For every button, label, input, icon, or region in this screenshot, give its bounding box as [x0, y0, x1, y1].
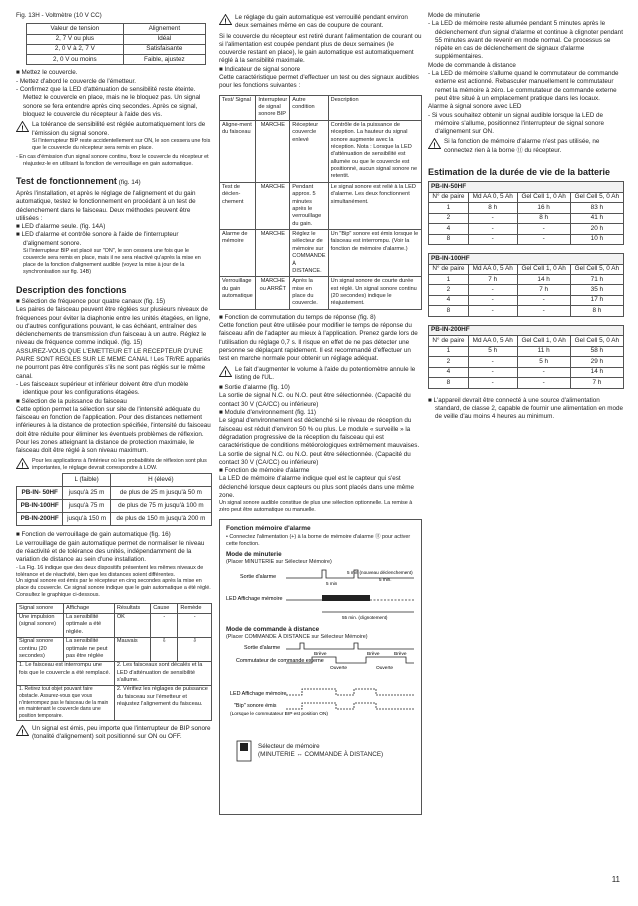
cell: 1: [429, 203, 469, 213]
header-cell: N° de paire: [429, 192, 469, 202]
bullet-text: ■ Indicateur de signal sonore: [219, 65, 301, 73]
cell: 83 h: [570, 203, 623, 213]
cell: -: [151, 613, 178, 637]
cell: 8 h: [570, 306, 623, 316]
label-breve: Brève: [314, 651, 327, 657]
cell: La sensibilité optimale ne peut pas être réglée: [64, 637, 115, 661]
cell: 1: [429, 275, 469, 285]
bullet-text: ■ Sortie d'alarme (fig. 10): [219, 384, 290, 392]
small-note: Un signal sonore audible constitue de plus une sélection optionnelle. La remise à zéro peut être automatique ou manuelle.: [219, 500, 413, 514]
cell: -: [517, 224, 570, 234]
cell: 2. Vérifiez les réglages de puissance du faisceau sur l'émetteur et réajustez l'alignement du faisceau.: [114, 685, 211, 720]
cell: 5 h: [517, 357, 570, 367]
header-cell: N° de paire: [429, 264, 469, 274]
warning-text: Le fait d'augmenter le volume à l'aide du potentiomètre annule le listing de l'UL.: [235, 365, 416, 381]
label-55min: 55 min. (clignotement): [342, 614, 388, 620]
cell: Pendant approx. 5 minutes après le verrouillage du gain.: [290, 182, 328, 229]
label-bip: "Bip" sonore émis: [234, 702, 277, 709]
paragraph: Cette option permet la sélection sur site de l'intensité adéquate du faisceau en fonction de l'application. Pour des distances nettement inférieures à la distance de protection spécifiée, l'intensité du faisceau doit être réduite pour éliminer les éventuels problèmes de réflexion. Pour les zones atteignant la distance de protection maximale, le faisceau doit être réglé à son niveau maximum.: [16, 405, 211, 455]
header-cell: Gel Cell 1, 0 Ah: [517, 192, 570, 202]
cell: 8: [429, 378, 469, 388]
cell: Contrôle de la puissance de réception. La hauteur du signal sonore augmente avec la réception. Nota : Lorsque la LED d'atténuation de sensibilité est allumée ou que le couvercle est positionné, aucun signal sonore ne retentit.: [328, 120, 421, 182]
cell: Mauvais: [114, 637, 150, 661]
box-heading: Mode de minuterie: [226, 550, 282, 558]
volt-cell: 2, 7 V ou plus: [27, 34, 124, 44]
cell: Le signal sonore est relié à la LED d'alarme. Les deux fonctionnent simultanément.: [328, 182, 421, 229]
cell: -: [517, 367, 570, 377]
warning-small-text: Si l'interrupteur BIP reste accidentellement sur ON, le son cessera une fois que le couvercle du récepteur sera remis en place.: [32, 137, 211, 151]
warning-icon: [16, 458, 29, 469]
cell: Une impulsion (signal sonore): [17, 613, 64, 637]
remote-mode-timing-diagram: [226, 641, 416, 736]
beep-function-table: [219, 95, 422, 310]
label-breve: Brève: [367, 651, 380, 657]
cell: 17 h: [570, 295, 623, 305]
warning-text: Le réglage du gain automatique est verrouillé pendant environ deux semaines même en cas de coupure de courant.: [235, 14, 408, 30]
label-led-affichage: LED Affichage mémoire: [226, 595, 283, 602]
subheading: Mode de commande à distance: [428, 61, 516, 69]
cell: Résultats: [114, 604, 150, 613]
cell: Signal sonore continu (20 secondes): [17, 637, 64, 661]
label-ouverte: Ouverte: [330, 665, 348, 671]
high-cell: de plus de 75 m jusqu'à 100 m: [110, 500, 211, 513]
cell: 2: [429, 285, 469, 295]
paragraph: Cette fonction peut être utilisée pour modifier le temps de réponse du faisceau afin de l'adapter au mieux à l'application. Prenez garde lors de l'utilisation du réglage 0,7 s. Il risque en effet de ne pas détecter une personne se déplaçant rapidement. Il est recommandé d'effectuer un test en marche normale pour obtenir un réglage adéquat.: [219, 322, 418, 363]
svg-text:!: !: [224, 18, 227, 25]
label-commutateur: Commutateur de commande externe: [236, 657, 324, 664]
battery-table-50hf: [428, 181, 624, 245]
paragraph: Les paires de faisceau peuvent être réglées sur plusieurs niveaux de fréquences pour éviter la diaphonie entre les unités étagées, en ligne, ou d'autres configurations pouvant, le cas échéant, entraîner des déclenchements de transmission d'un faisceau à un autre. Réglez le niveau de fréquence comme indiqué. (fig. 15): [16, 306, 211, 347]
table-title: PB-IN-200HF: [429, 325, 624, 335]
bullet-text: ■ Fonction de mémoire d'alarme: [219, 467, 310, 475]
warning-text: Un signal est émis, peu importe que l'interrupteur de BIP sonore (tonalité d'alignement) soit positionné sur ON ou OFF.: [32, 724, 211, 741]
cell: MARCHE: [256, 230, 290, 277]
dash-text: - Les faisceaux supérieur et inférieur doivent être d'un modèle identique pour les configurations étagées.: [16, 380, 189, 397]
cell: -: [468, 357, 517, 367]
section-heading-test: [16, 176, 212, 186]
dash-text: - La LED de mémoire reste allumée pendant 5 minutes après le déclenchement d'un signal d'alarme et continue à clignoter pendant 55 minutes avant de revenir en mode normal. Ce processus se répète en cas de déclenchement de signaux d'alarme supplémentaires.: [428, 20, 623, 61]
model-cell: PB-IN-100HF: [17, 500, 63, 513]
cell: 29 h: [570, 357, 623, 367]
cell: -: [468, 234, 517, 244]
cell: MARCHE: [256, 182, 290, 229]
right-column: [428, 12, 624, 421]
header-cell: Md AA 0, 5 Ah: [468, 336, 517, 346]
model-cell: PB-IN- 50HF: [17, 487, 63, 500]
header-cell: Gel Cell 5, 0 Ah: [570, 192, 623, 202]
header-cell: Md AA 0, 5 Ah: [468, 192, 517, 202]
small-note: Si l'interrupteur BIP est placé sur "ON", le son cessera une fois que le couvercle sera remis en place, mais il ne sera réactivé qu'après la mise en place de la fonction d'alignement audible (voyez la mise à jour de la synchronisation sur fig. 14B): [23, 248, 201, 275]
cell: -: [468, 213, 517, 223]
cell: -: [517, 378, 570, 388]
cell: -: [517, 295, 570, 305]
warning-text: La tolérance de sensibilité est réglée automatiquement lors de l'émission du signal sonore.: [32, 121, 206, 137]
battery-table-200hf: [428, 325, 624, 389]
cell: 41 h: [570, 213, 623, 223]
subheading: Mode de minuterie: [428, 12, 481, 19]
cell: Interrupteur de signal sonore BIP: [256, 95, 290, 120]
cell: 58 h: [570, 346, 623, 356]
arrow-down-icon: ⇩: [178, 637, 212, 661]
cell: Un "Bip" sonore est émis lorsque le faisceau est interrompu. (Voir la fonction de mémoire d'alarme.): [328, 230, 421, 277]
cell: 8 h: [468, 203, 517, 213]
warning-note: [16, 458, 212, 472]
header-cell: Gel Cell 1, 0 Ah: [517, 336, 570, 346]
cell: -: [468, 285, 517, 295]
warning-icon: [219, 14, 232, 25]
svg-text:!: !: [21, 461, 24, 469]
cell: 8: [429, 234, 469, 244]
switch-icon: [236, 740, 252, 762]
cell: -: [468, 378, 517, 388]
label-led-aff2: LED Affichage mémoire: [230, 690, 287, 697]
bullet-text: ■ Module d'environnement (fig. 11): [219, 409, 316, 417]
label-ouverte: Ouverte: [376, 665, 394, 671]
cell: Récepteur couvercle enlevé: [290, 120, 328, 182]
align-cell: Idéal: [123, 34, 205, 44]
cell: Verrouillage du gain automatique: [220, 277, 256, 310]
beam-power-table: [16, 473, 212, 526]
bullet-text: ■ Fonction de verrouillage de gain automatique (fig. 16): [16, 531, 171, 539]
memory-selector: [226, 740, 415, 762]
selector-sub: (MINUTERIE ↔ COMMANDE À DISTANCE): [258, 750, 384, 758]
cell: Test de déclen-chement: [220, 182, 256, 229]
paragraph: Le signal d'environnement est déclenché si le niveau de réception du faisceau est réduit d'environ 50 % ou plus. Le module « surveille » la dégradation progressive de la réception du faisceau qui est caractéristique de conditions météorologiques extrêmement mauvaises. La sortie de signal N.C. ou N.O. peut être sélectionnée. (Capacité du contact 30 V (CA/CC) ou inférieure): [219, 417, 420, 466]
cell: -: [468, 224, 517, 234]
fig13h-caption: Fig. 13H - Voltmètre (10 V CC): [16, 12, 102, 19]
table-title: PB-IN-100HF: [429, 254, 624, 264]
heading-fig: (fig. 14): [116, 179, 141, 187]
cell: 2: [429, 357, 469, 367]
alarm-memory-diagram-box: [219, 519, 422, 815]
signal-table: [16, 603, 212, 721]
high-cell: de plus de 25 m jusqu'à 50 m: [110, 487, 211, 500]
dash-text: - La LED de mémoire s'allume quand le commutateur de commande externe est actionné. Rebasculer manuellement le commutateur remet la mémoire à zéro. Le commutateur de commande externe peut être situé à un emplacement pratique dans les locaux.: [428, 70, 619, 102]
cell: Après la mise en place du couvercle.: [290, 277, 328, 310]
label-5min-nouv: 5 min (nouveau déclenchement): [347, 569, 413, 575]
box-text: • Connectez l'alimentation (+) à la borne de mémoire d'alarme ⑪ pour activer cette fonction.: [226, 533, 411, 547]
left-column: [16, 12, 212, 743]
bullet-text: ■ Fonction de commutation du temps de réponse (fig. 8): [219, 313, 376, 321]
bullet-text: ■ LED d'alarme et contrôle sonore à l'aide de l'interrupteur d'alignement sonore.: [16, 231, 179, 247]
align-cell: Faible, ajustez: [123, 55, 205, 65]
cell: Affichage: [64, 604, 115, 613]
header-cell: Gel Cell 5, 0 Ah: [570, 264, 623, 274]
warning-note: [219, 14, 422, 31]
warning-icon: [16, 121, 29, 132]
cell: MARCHE: [256, 120, 290, 182]
small-note: - La Fig. 16 indique que des deux dispositifs présentent les mêmes niveaux de tolérance et de réactivité, bien que les distances soient différentes.: [16, 564, 204, 578]
cell: 11 h: [517, 346, 570, 356]
cell: 2. Les faisceaux sont décalés et la LED d'atténuation de sensibilité s'allume.: [114, 661, 211, 685]
dash-text: - Confirmez que la LED d'atténuation de sensibilité reste éteinte. Mettez le couvercle en place, mais ne le bloquez pas. Un signal sonore se fera entendre après cinq secondes. Après ce signal, bloquez le couvercle du récepteur à l'aide des vis.: [16, 86, 201, 118]
cell: MARCHE ou ARRÊT: [256, 277, 290, 310]
low-cell: jusqu'à 25 m: [63, 487, 110, 500]
page-number: 11: [611, 875, 620, 885]
section-heading-battery: Estimation de la durée de vie de la batterie: [428, 167, 611, 178]
selector-label: Sélecteur de mémoire: [258, 742, 320, 750]
cell: 1. Le faisceau est interrompu une fois que le couvercle a été remplacé.: [17, 661, 115, 685]
cell: Un signal sonore de courte durée est réglé. Un signal sonore continu (20 secondes) indique le réajustement.: [328, 277, 421, 310]
paragraph: Cette caractéristique permet d'effectuer un test ou des signaux audibles pour les fonctions suivantes :: [219, 74, 419, 90]
cell: 1. Retirez tout objet pouvant faire obstacle. Assurez-vous que vous n'interrompez pas le faisceau de la main en maintenant le couvercle dans une position temporaire.: [17, 685, 115, 720]
volt-cell: 2, 0 V ou moins: [27, 55, 124, 65]
align-header: Alignement: [123, 24, 205, 34]
small-note: Un signal sonore est émis par le récepteur en cinq secondes après la mise en place du couvercle. Ce signal sonore indique que le gain automatique a été réglé. Consultez le graphique ci-dessous.: [16, 578, 211, 599]
high-header: H (élevé): [110, 474, 211, 487]
timer-mode-timing-diagram: [226, 566, 416, 626]
box-heading: Mode de commande à distance: [226, 625, 320, 633]
dash-text: - En cas d'émission d'un signal sonore continu, fixez le couvercle du récepteur et réajustez-le en utilisant la fonction de verrouillage en gain automatique.: [16, 153, 209, 167]
warning-text: Si la fonction de mémoire d'alarme n'est pas utilisée, ne connectez rien à la borne ⑪ du récepteur.: [444, 138, 600, 154]
cell: Remède: [178, 604, 212, 613]
cell: 14 h: [570, 367, 623, 377]
voltage-table: [26, 23, 206, 65]
box-subheading: (Placer MINUTERIE sur Sélecteur Mémoire): [226, 558, 332, 565]
table-title: PB-IN-50HF: [429, 182, 624, 192]
warning-text: Pour les applications à l'intérieur où les probabilités de réflexion sont plus importantes, le réglage devrait correspondre à LOW.: [32, 457, 207, 471]
heading-text: Test de fonctionnement: [16, 176, 117, 187]
cell: -: [178, 613, 212, 637]
cell: 7 h: [517, 285, 570, 295]
warning-note: [219, 366, 422, 383]
cell: Aligne-ment du faisceau: [220, 120, 256, 182]
middle-column: [219, 12, 422, 815]
warning-icon: [219, 366, 232, 377]
cell: Alarme de mémoire: [220, 230, 256, 277]
bullet-couvercle: ■ Mettez le couvercle.: [16, 69, 78, 77]
cell: 14 h: [517, 275, 570, 285]
warning-note: [428, 138, 624, 155]
svg-text:!: !: [21, 729, 24, 736]
cell: OK: [114, 613, 150, 637]
cell: 1: [429, 346, 469, 356]
low-header: L (faible): [63, 474, 110, 487]
header-cell: N° de paire: [429, 336, 469, 346]
dash-text: - Si vous souhaitez obtenir un signal audible lorsque la LED de mémoire s'allume, positionnez l'interrupteur de signal sonore d'alignement sur ON.: [428, 111, 605, 136]
cell: Description: [328, 95, 421, 120]
dash-text: - Mettez d'abord le couvercle de l'émetteur.: [16, 77, 137, 85]
cell: 71 h: [570, 275, 623, 285]
cell: 10 h: [570, 234, 623, 244]
svg-text:!: !: [21, 125, 24, 133]
cell: -: [517, 234, 570, 244]
label-sortie: Sortie d'alarme: [240, 573, 277, 580]
cell: 35 h: [570, 285, 623, 295]
paragraph: ASSUREZ-VOUS QUE L'EMETTEUR ET LE RECEPTEUR D'UNE PAIRE SONT REGLES SUR LE MEME CANAL ! Les TR/RE appariés ne pourront pas être configurés s'ils ne sont pas réglés sur le même canal.: [16, 347, 211, 380]
cell: -: [517, 306, 570, 316]
power-note: ■ L'appareil devrait être connecté à une source d'alimentation standard, de classe 2, capable de fournir une alimentation en mode de veille d'au moins 4 heures au minimum.: [428, 396, 623, 421]
low-cell: jusqu'à 75 m: [63, 500, 110, 513]
battery-table-100hf: [428, 253, 624, 317]
cell: La sensibilité optimale a été réglée.: [64, 613, 115, 637]
cell: Autre condition: [290, 95, 328, 120]
cell: 7 h: [468, 275, 517, 285]
cell: 4: [429, 367, 469, 377]
box-title: Fonction mémoire d'alarme: [226, 525, 311, 533]
label-breve: Brève: [394, 651, 407, 657]
cell: -: [468, 367, 517, 377]
bullet-text: ■ Sélection de la puissance du faisceau: [16, 397, 127, 405]
volt-header: Valeur de tension: [27, 24, 124, 34]
volt-cell: 2, 0 V à 2, 7 V: [27, 44, 124, 54]
cell: 2: [429, 213, 469, 223]
high-cell: de plus de 150 m jusqu'à 200 m: [110, 513, 211, 526]
cell: 7 h: [570, 378, 623, 388]
warning-icon: [428, 138, 441, 149]
cell: Signal sonore: [17, 604, 64, 613]
label-5min2: 5 min.: [379, 576, 392, 582]
paragraph: Après l'installation, et après le réglage de l'alignement et du gain automatique, testez le fonctionnement en procédant à un test de déclenchement dans le faisceau. Deux méthodes peuvent être utilisées :: [16, 189, 196, 222]
cell: -: [468, 306, 517, 316]
model-cell: PB-IN-200HF: [17, 513, 63, 526]
cell: 8: [429, 306, 469, 316]
bullet-text: ■ Sélection de fréquence pour quatre canaux (fig. 15): [16, 298, 166, 305]
warning-note: [16, 121, 212, 151]
cell: 20 h: [570, 224, 623, 234]
warning-note: [16, 725, 212, 742]
cell: 16 h: [517, 203, 570, 213]
align-cell: Satisfaisante: [123, 44, 205, 54]
label-5min: 5 min: [326, 580, 338, 586]
subheading: Alarme à signal sonore avec LED: [428, 103, 522, 111]
label-lorsque: (Lorsque le commutateur BIP est position ON): [230, 711, 329, 717]
header-cell: Gel Cell 1, 0 Ah: [517, 264, 570, 274]
arrow-down-icon: ⇩: [151, 637, 178, 661]
paragraph: Si le couvercle du récepteur est retiré durant l'alimentation de courant ou si l'alimentation est coupée pendant plus de deux semaines (le couvercle restant en place), le gain automatique est automatiquement réglé à la sensibilité maximale.: [219, 32, 422, 65]
section-heading-description: Description des fonctions: [16, 284, 127, 295]
cell: 8 h: [517, 213, 570, 223]
svg-text:!: !: [224, 369, 227, 377]
low-cell: jusqu'à 150 m: [63, 513, 110, 526]
bullet-text: ■ LED d'alarme seule. (fig. 14A): [16, 223, 106, 231]
paragraph: La LED de mémoire d'alarme indique quel est le capteur qui s'est déclenché lorsque deux capteurs ou plus sont placés dans une même zone.: [219, 475, 414, 500]
label-sortie2: Sortie d'alarme: [244, 644, 281, 651]
cell: 4: [429, 295, 469, 305]
paragraph: Le verrouillage de gain automatique permet de normaliser le niveau de réactivité et de tolérance des unités, indépendamment de la variation de distance au sein d'une installation.: [16, 539, 205, 564]
cell: 4: [429, 224, 469, 234]
cell: Réglez le sélecteur de mémoire sur COMMANDE À DISTANCE.: [290, 230, 328, 277]
box-subheading: (Placer COMMANDE À DISTANCE sur Sélecteur Mémoire): [226, 634, 368, 641]
cell: 5 h: [468, 346, 517, 356]
cell: Test/ Signal: [220, 95, 256, 120]
warning-icon: [16, 725, 29, 736]
led-on-bar: [322, 595, 370, 601]
header-cell: Gel Cell 5, 0 Ah: [570, 336, 623, 346]
svg-text:!: !: [433, 142, 436, 150]
header-cell: Md AA 0, 5 Ah: [468, 264, 517, 274]
paragraph: La sortie de signal N.C. ou N.O. peut être sélectionnée. (Capacité du contact 30 V (CA/CC) ou inférieure): [219, 392, 411, 408]
cell: Cause: [151, 604, 178, 613]
cell: -: [468, 295, 517, 305]
